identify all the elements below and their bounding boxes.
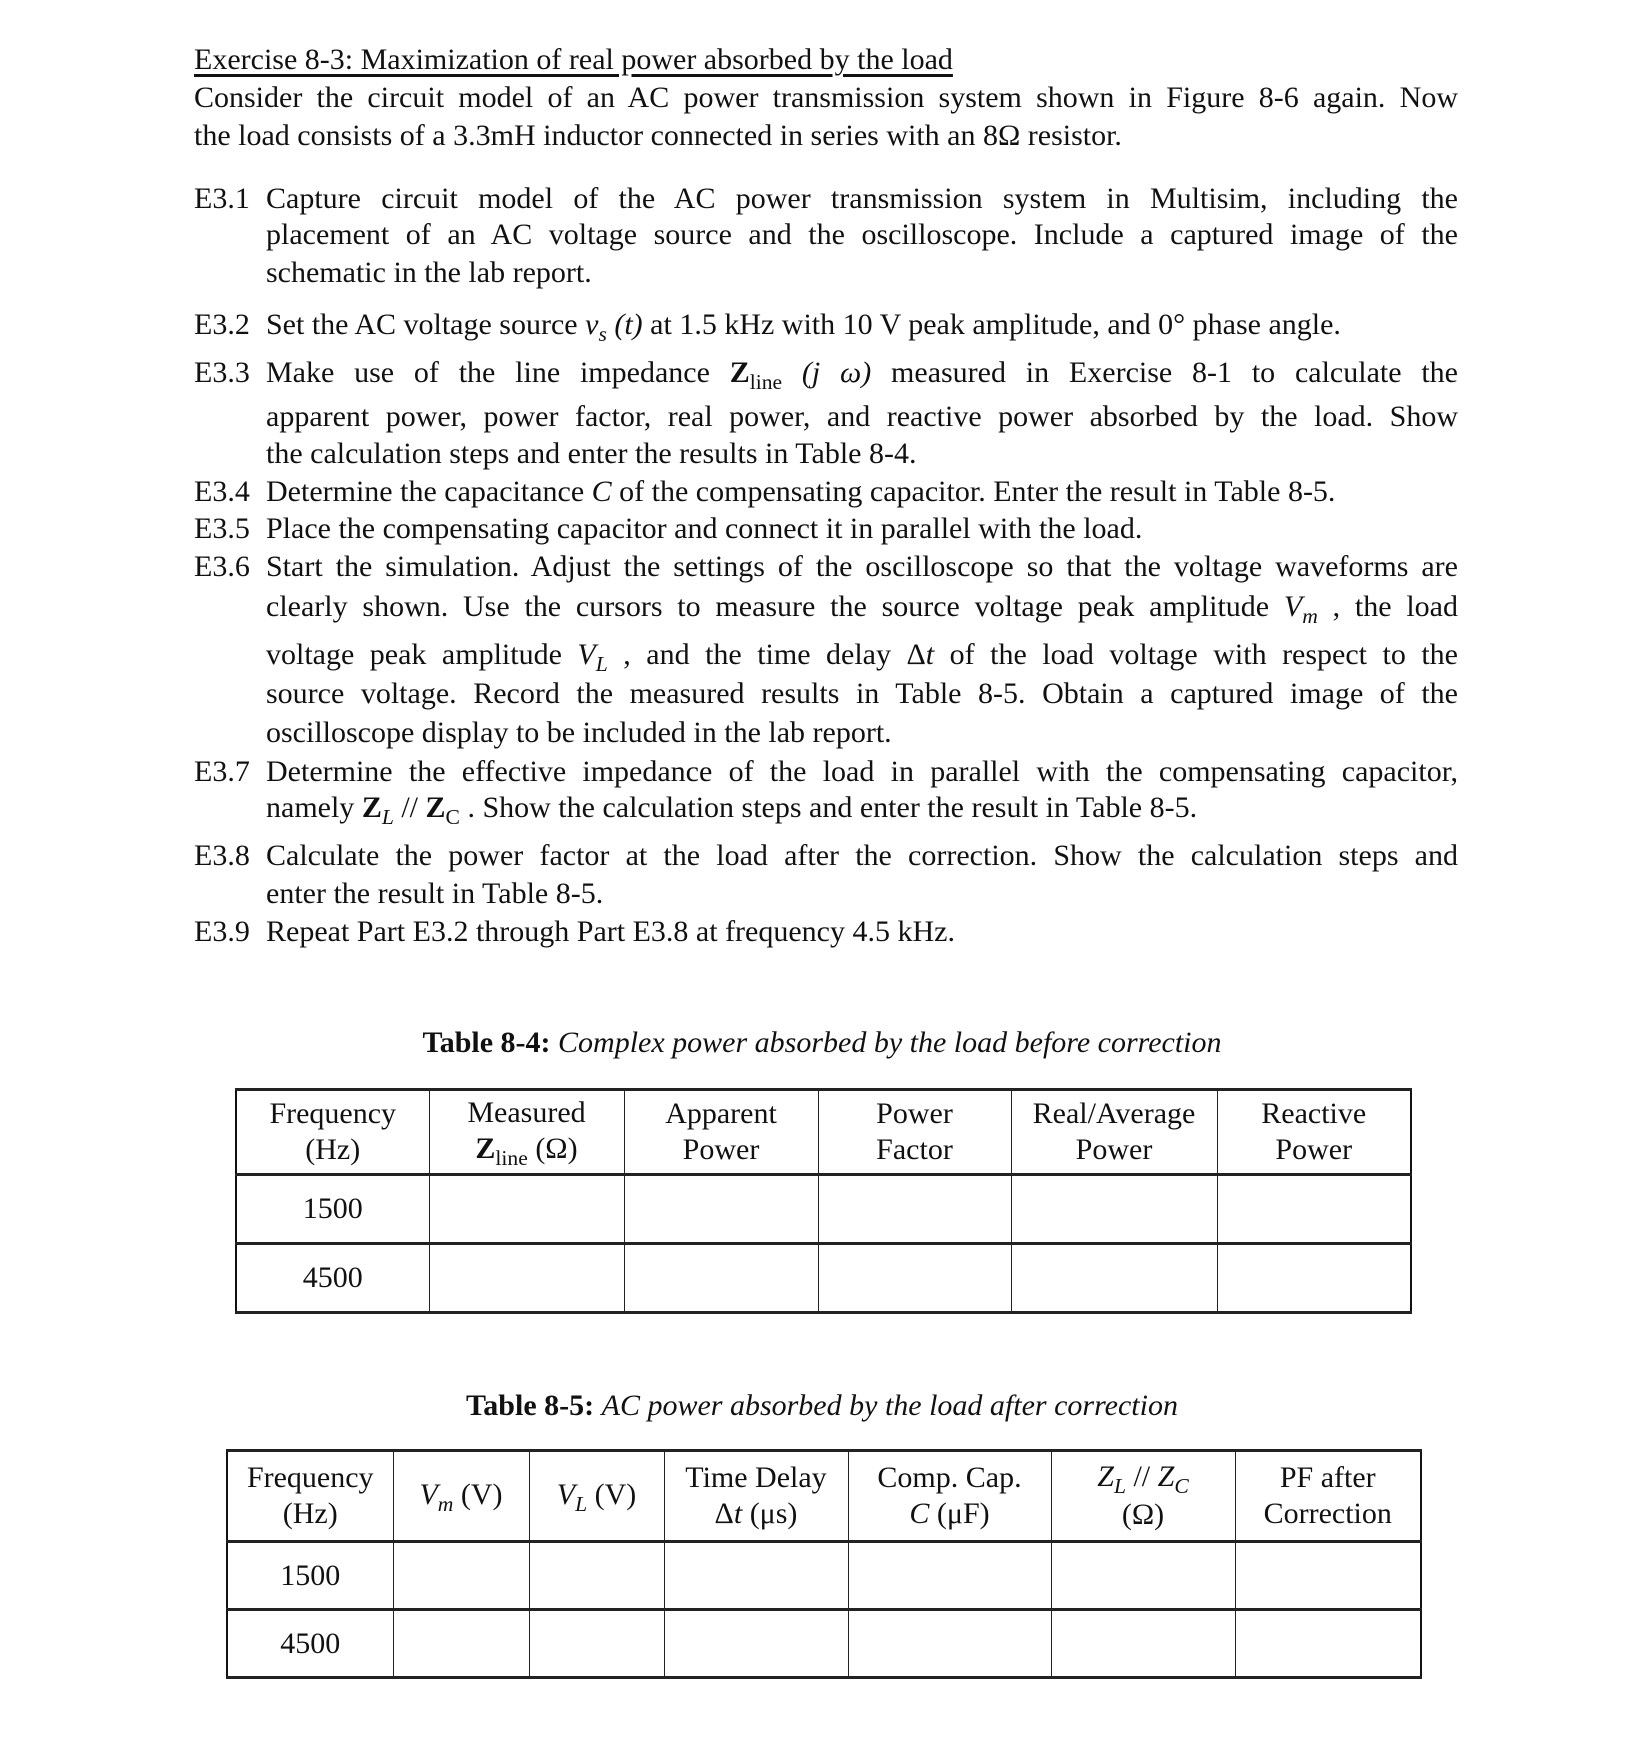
empty-cell[interactable]	[393, 1542, 529, 1610]
text-line	[266, 511, 1458, 547]
text-run: Start the simulation. Adjust the settings of the oscilloscope so that the voltage waveforms are	[266, 550, 1458, 583]
empty-cell[interactable]	[624, 1175, 818, 1244]
text-run: C	[591, 475, 612, 508]
text-run: Z	[729, 356, 750, 389]
text-run: (t)	[606, 308, 643, 341]
text-run: m	[437, 1491, 454, 1516]
text-run: measured in Exercise 8-1 to calculate the	[871, 356, 1458, 389]
frequency-cell: 4500	[236, 1244, 429, 1313]
text-run: placement of an AC voltage source and the oscilloscope. Include a captured image of the	[266, 218, 1458, 251]
header-line	[849, 1496, 1051, 1532]
empty-cell[interactable]	[1011, 1175, 1217, 1244]
text-run: at 1.5 kHz with 10 V peak amplitude, and 0° phase angle.	[642, 308, 1341, 341]
text-run: Place the compensating capacitor and connect it in parallel with the load.	[266, 512, 1143, 545]
header-line	[1218, 1096, 1411, 1132]
header-line	[237, 1096, 429, 1132]
text-run: t	[925, 638, 935, 671]
text-run: //	[1125, 1460, 1158, 1493]
empty-cell[interactable]	[818, 1244, 1011, 1313]
text-line	[266, 676, 1458, 712]
text-line	[266, 181, 1458, 217]
header-line	[625, 1132, 818, 1168]
text-line	[266, 355, 1458, 391]
text-run: Comp. Cap.	[877, 1461, 1022, 1494]
empty-cell[interactable]	[1217, 1175, 1411, 1244]
text-line	[266, 754, 1458, 790]
text-line	[266, 436, 1458, 472]
empty-cell[interactable]	[848, 1542, 1051, 1610]
text-line	[194, 80, 1458, 116]
header-line	[430, 1131, 624, 1169]
column-header	[529, 1451, 664, 1542]
header-line	[1236, 1460, 1421, 1496]
column-header	[1011, 1090, 1217, 1175]
item-label: E3.3	[194, 356, 250, 389]
text-run: (j ω)	[782, 356, 872, 389]
text-run: enter the result in Table 8-5.	[266, 877, 604, 910]
text-run: Set the AC voltage source	[266, 308, 586, 341]
item-label: E3.6	[194, 550, 250, 583]
column-header	[429, 1090, 624, 1175]
table-row	[236, 1244, 1411, 1313]
text-run: the load consists of a 3.3mH inductor connected in series with an 8Ω resistor.	[194, 119, 1122, 152]
text-line	[266, 876, 1458, 912]
item-label: E3.9	[194, 915, 250, 948]
empty-cell[interactable]	[1235, 1542, 1421, 1610]
text-run: (Ω)	[527, 1132, 578, 1165]
table-header-row	[236, 1090, 1411, 1175]
empty-cell[interactable]	[529, 1542, 664, 1610]
text-run: line	[749, 369, 783, 391]
header-line	[228, 1496, 393, 1532]
empty-cell[interactable]	[624, 1244, 818, 1313]
empty-cell[interactable]	[818, 1175, 1011, 1244]
text-run: Factor	[876, 1133, 953, 1166]
empty-cell[interactable]	[1217, 1244, 1411, 1313]
header-line	[1236, 1496, 1421, 1532]
text-run: Z	[361, 791, 382, 824]
item-label: E3.5	[194, 512, 250, 545]
text-run: (μF)	[929, 1497, 990, 1530]
text-run: Power	[876, 1097, 953, 1130]
text-run: V	[556, 1478, 576, 1511]
text-line	[266, 255, 1458, 291]
text-run: source voltage. Record the measured results in Table 8-5. Obtain a captured image of the	[266, 677, 1458, 710]
text-run: (V)	[587, 1478, 637, 1511]
text-run: (μs)	[742, 1497, 798, 1530]
text-run: C	[445, 804, 460, 829]
column-header	[1235, 1451, 1421, 1542]
text-run: Reactive	[1261, 1097, 1367, 1130]
header-line	[849, 1460, 1051, 1496]
header-line	[819, 1132, 1011, 1168]
header-line	[665, 1460, 848, 1496]
column-header	[664, 1451, 848, 1542]
text-line	[266, 549, 1458, 585]
empty-cell[interactable]	[1051, 1610, 1235, 1678]
table-8-4	[235, 1088, 1412, 1314]
text-run: (Hz)	[305, 1133, 361, 1166]
text-run: clearly shown. Use the cursors to measure the source voltage peak amplitude	[266, 590, 1284, 623]
item-label: E3.8	[194, 839, 250, 872]
empty-cell[interactable]	[664, 1542, 848, 1610]
text-run: m	[1302, 603, 1318, 625]
text-line	[266, 217, 1458, 253]
text-run: . Show the calculation steps and enter the result in Table 8-5.	[459, 791, 1198, 824]
text-run: Frequency	[246, 1461, 374, 1494]
text-run: L	[381, 804, 394, 829]
empty-cell[interactable]	[1051, 1542, 1235, 1610]
empty-cell[interactable]	[393, 1610, 529, 1678]
table-header-row	[227, 1451, 1421, 1542]
text-run: of the load voltage with respect to the	[934, 638, 1458, 671]
text-run: of the compensating capacitor. Enter the result in Table 8-5.	[611, 475, 1336, 508]
header-line	[1012, 1096, 1217, 1132]
caption-text: AC power absorbed by the load after correction	[601, 1389, 1178, 1422]
text-run: Determine the effective impedance of the load in parallel with the compensating capacitor,	[266, 755, 1458, 788]
text-run: voltage peak amplitude	[266, 638, 578, 671]
empty-cell[interactable]	[1235, 1610, 1421, 1678]
table-8-5-caption	[0, 1388, 1640, 1424]
text-run: L	[575, 1491, 588, 1516]
item-label: E3.7	[194, 755, 250, 788]
column-header	[848, 1451, 1051, 1542]
text-line	[266, 399, 1458, 435]
frequency-cell: 1500	[227, 1542, 393, 1610]
caption-label: Table 8-4:	[422, 1026, 551, 1059]
frequency-cell: 1500	[236, 1175, 429, 1244]
text-run: the calculation steps and enter the results in Table 8-4.	[266, 437, 917, 470]
text-run: Apparent	[665, 1097, 777, 1130]
text-run: Power	[1075, 1133, 1153, 1166]
text-run: L	[595, 651, 608, 673]
text-run: Δ	[714, 1497, 734, 1530]
empty-cell[interactable]	[529, 1610, 664, 1678]
text-run: Frequency	[269, 1097, 397, 1130]
text-run: Real/Average	[1032, 1097, 1196, 1130]
column-header	[1217, 1090, 1411, 1175]
text-run: t	[733, 1497, 743, 1530]
text-run: (V)	[453, 1478, 503, 1511]
text-line	[266, 790, 1458, 829]
empty-cell[interactable]	[1011, 1244, 1217, 1313]
text-run: Consider the circuit model of an AC power transmission system shown in Figure 8-6 again. Now	[194, 81, 1458, 114]
header-line	[394, 1477, 529, 1515]
text-line	[266, 589, 1458, 625]
text-run: Z	[1097, 1460, 1114, 1493]
text-run: Repeat Part E3.2 through Part E3.8 at frequency 4.5 kHz.	[266, 915, 955, 948]
text-run: , the load	[1317, 590, 1458, 623]
text-run: , and the time delay Δ	[607, 638, 926, 671]
empty-cell[interactable]	[429, 1175, 624, 1244]
text-run: Determine the capacitance	[266, 475, 592, 508]
text-run: Power	[682, 1133, 760, 1166]
text-run: namely	[266, 791, 362, 824]
text-run: Calculate the power factor at the load after the correction. Show the calculation steps and	[266, 839, 1458, 872]
header-line	[1218, 1132, 1411, 1168]
header-line	[625, 1096, 818, 1132]
empty-cell[interactable]	[848, 1610, 1051, 1678]
text-line	[266, 307, 1458, 346]
header-line	[819, 1096, 1011, 1132]
text-line	[266, 637, 1458, 673]
header-line	[665, 1496, 848, 1532]
table-row	[236, 1175, 1411, 1244]
text-run: apparent power, power factor, real power, and reactive power absorbed by the load. Show	[266, 400, 1458, 433]
item-label: E3.4	[194, 475, 250, 508]
table-8-5	[226, 1449, 1422, 1679]
caption-label: Table 8-5:	[466, 1389, 595, 1422]
empty-cell[interactable]	[429, 1244, 624, 1313]
text-run: PF after	[1279, 1461, 1376, 1494]
text-run: line	[495, 1145, 528, 1170]
text-run: C	[909, 1497, 930, 1530]
column-header	[624, 1090, 818, 1175]
header-line	[1052, 1459, 1235, 1497]
text-run: Correction	[1263, 1497, 1392, 1530]
text-run: C	[1174, 1473, 1189, 1498]
text-run: Measured	[467, 1096, 586, 1129]
text-run: //	[393, 791, 426, 824]
text-run: L	[1113, 1473, 1126, 1498]
text-line	[194, 118, 1458, 154]
header-line	[237, 1132, 429, 1168]
text-run: Time Delay	[685, 1461, 827, 1494]
text-run: schematic in the lab report.	[266, 256, 592, 289]
text-run: Z	[475, 1132, 496, 1165]
text-run: Make use of the line impedance	[266, 356, 730, 389]
item-label: E3.2	[194, 308, 250, 341]
text-run: Z	[425, 791, 446, 824]
column-header	[236, 1090, 429, 1175]
text-run: oscilloscope display to be included in the lab report.	[266, 716, 892, 749]
text-run: v	[585, 308, 599, 341]
empty-cell[interactable]	[664, 1610, 848, 1678]
header-line	[530, 1477, 664, 1515]
text-run: Power	[1275, 1133, 1353, 1166]
text-line	[266, 838, 1458, 874]
item-label: E3.1	[194, 182, 250, 215]
column-header	[1051, 1451, 1235, 1542]
column-header	[227, 1451, 393, 1542]
table-8-4-caption	[0, 1025, 1640, 1061]
text-run: (Ω)	[1121, 1498, 1165, 1531]
text-run: s	[598, 321, 607, 346]
table-row	[227, 1542, 1421, 1610]
header-line	[430, 1095, 624, 1131]
frequency-cell: 4500	[227, 1610, 393, 1678]
text-run: Capture circuit model of the AC power transmission system in Multisim, including the	[266, 182, 1458, 215]
column-header	[818, 1090, 1011, 1175]
table-row	[227, 1610, 1421, 1678]
caption-text: Complex power absorbed by the load before correction	[558, 1026, 1222, 1059]
text-run: V	[1283, 590, 1303, 623]
header-line	[1052, 1497, 1235, 1533]
text-line	[266, 914, 1458, 950]
column-header	[393, 1451, 529, 1542]
text-run: V	[419, 1478, 438, 1511]
header-line	[228, 1460, 393, 1496]
text-line	[266, 715, 1458, 751]
text-run: (Hz)	[282, 1497, 338, 1530]
header-line	[1012, 1132, 1217, 1168]
exercise-heading: Exercise 8-3: Maximization of real power absorbed by the load	[194, 43, 953, 76]
text-run: Z	[1157, 1460, 1175, 1493]
text-line	[266, 474, 1458, 510]
text-run: V	[577, 638, 596, 671]
